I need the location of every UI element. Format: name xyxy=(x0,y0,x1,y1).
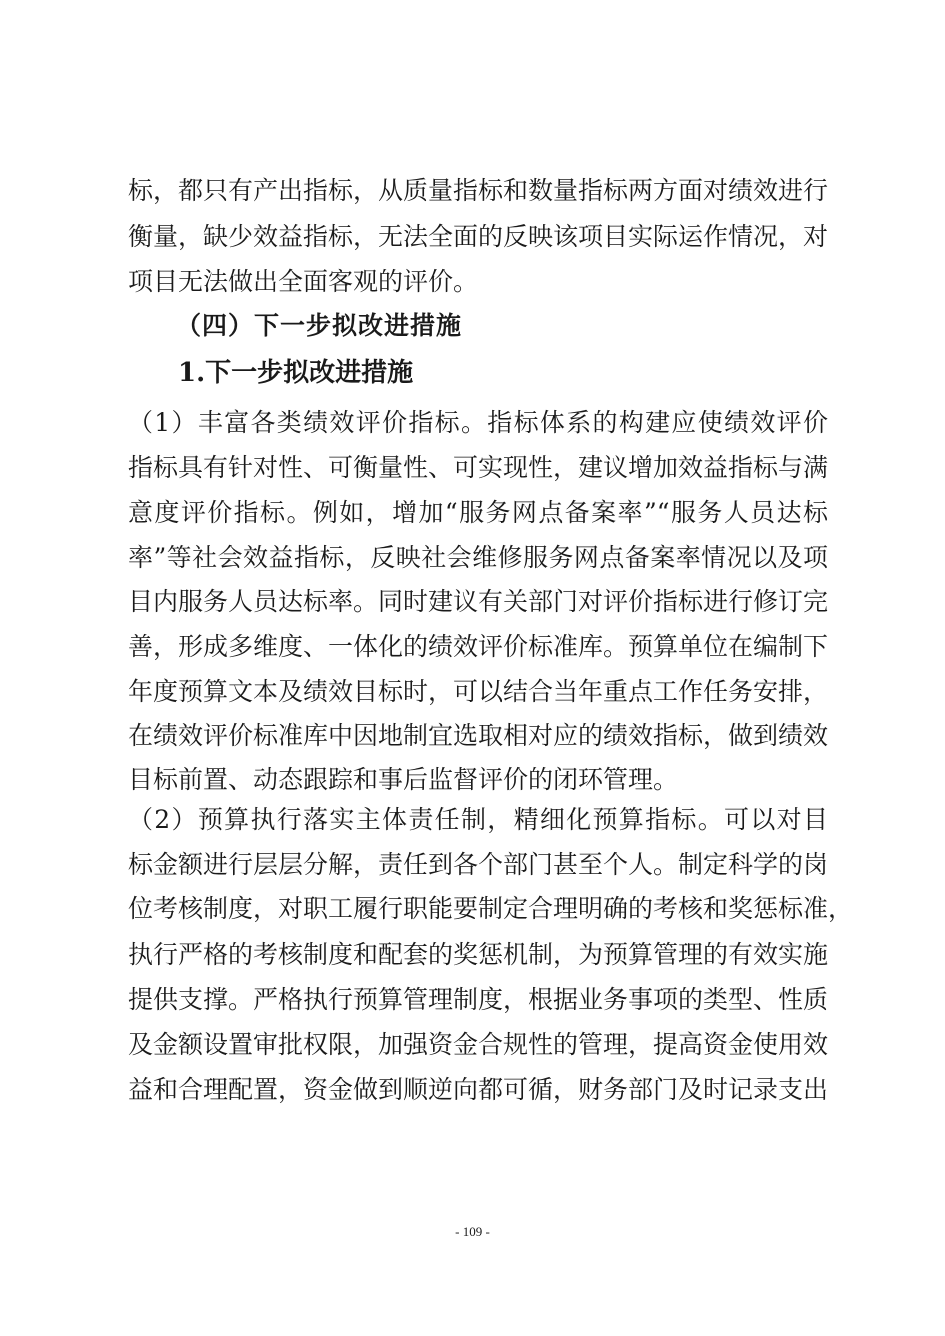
paragraph-line: 意度评价指标。例如，增加“服务网点备案率”“服务人员达标 xyxy=(128,498,828,527)
paragraph-line: 项目无法做出全面客观的评价。 xyxy=(128,267,479,296)
paragraph-line: 及金额设置审批权限，加强资金合规性的管理，提高资金使用效 xyxy=(128,1030,829,1059)
paragraph-line: 提供支撑。严格执行预算管理制度，根据业务事项的类型、性质 xyxy=(128,985,829,1014)
page-number: - 109 - xyxy=(455,1224,490,1239)
paragraph-line: 益和合理配置，资金做到顺逆向都可循，财务部门及时记录支出 xyxy=(128,1075,829,1104)
paragraph-line: 率”等社会效益指标，反映社会维修服务网点备案率情况以及项 xyxy=(128,543,828,572)
paragraph-line: 目内服务人员达标率。同时建议有关部门对评价指标进行修订完 xyxy=(128,587,829,616)
subsection-heading: 1.下一步拟改进措施 xyxy=(178,358,414,388)
section-heading: （四）下一步拟改进措施 xyxy=(176,311,463,340)
paragraph-line: 标金额进行层层分解，责任到各个部门甚至个人。制定科学的岗 xyxy=(128,850,829,879)
paragraph-line: 衡量，缺少效益指标，无法全面的反映该项目实际运作情况，对 xyxy=(128,222,829,251)
paragraph-line: 在绩效评价标准库中因地制宜选取相对应的绩效指标，做到绩效 xyxy=(128,721,829,750)
paragraph-line: 标，都只有产出指标，从质量指标和数量指标两方面对绩效进行 xyxy=(128,176,829,205)
paragraph-line: （1）丰富各类绩效评价指标。指标体系的构建应使绩效评价 xyxy=(128,408,828,437)
paragraph-line: 指标具有针对性、可衡量性、可实现性，建议增加效益指标与满 xyxy=(128,453,829,482)
paragraph-line: 善，形成多维度、一体化的绩效评价标准库。预算单位在编制下 xyxy=(128,632,829,661)
paragraph-line: 位考核制度，对职工履行职能要制定合理明确的考核和奖惩标准， xyxy=(128,894,854,923)
paragraph-line: 执行严格的考核制度和配套的奖惩机制，为预算管理的有效实施 xyxy=(128,940,829,969)
paragraph-line: 目标前置、动态跟踪和事后监督评价的闭环管理。 xyxy=(128,765,679,794)
paragraph-line: 年度预算文本及绩效目标时，可以结合当年重点工作任务安排， xyxy=(128,677,829,706)
paragraph-line: （2）预算执行落实主体责任制，精细化预算指标。可以对目 xyxy=(128,805,828,834)
